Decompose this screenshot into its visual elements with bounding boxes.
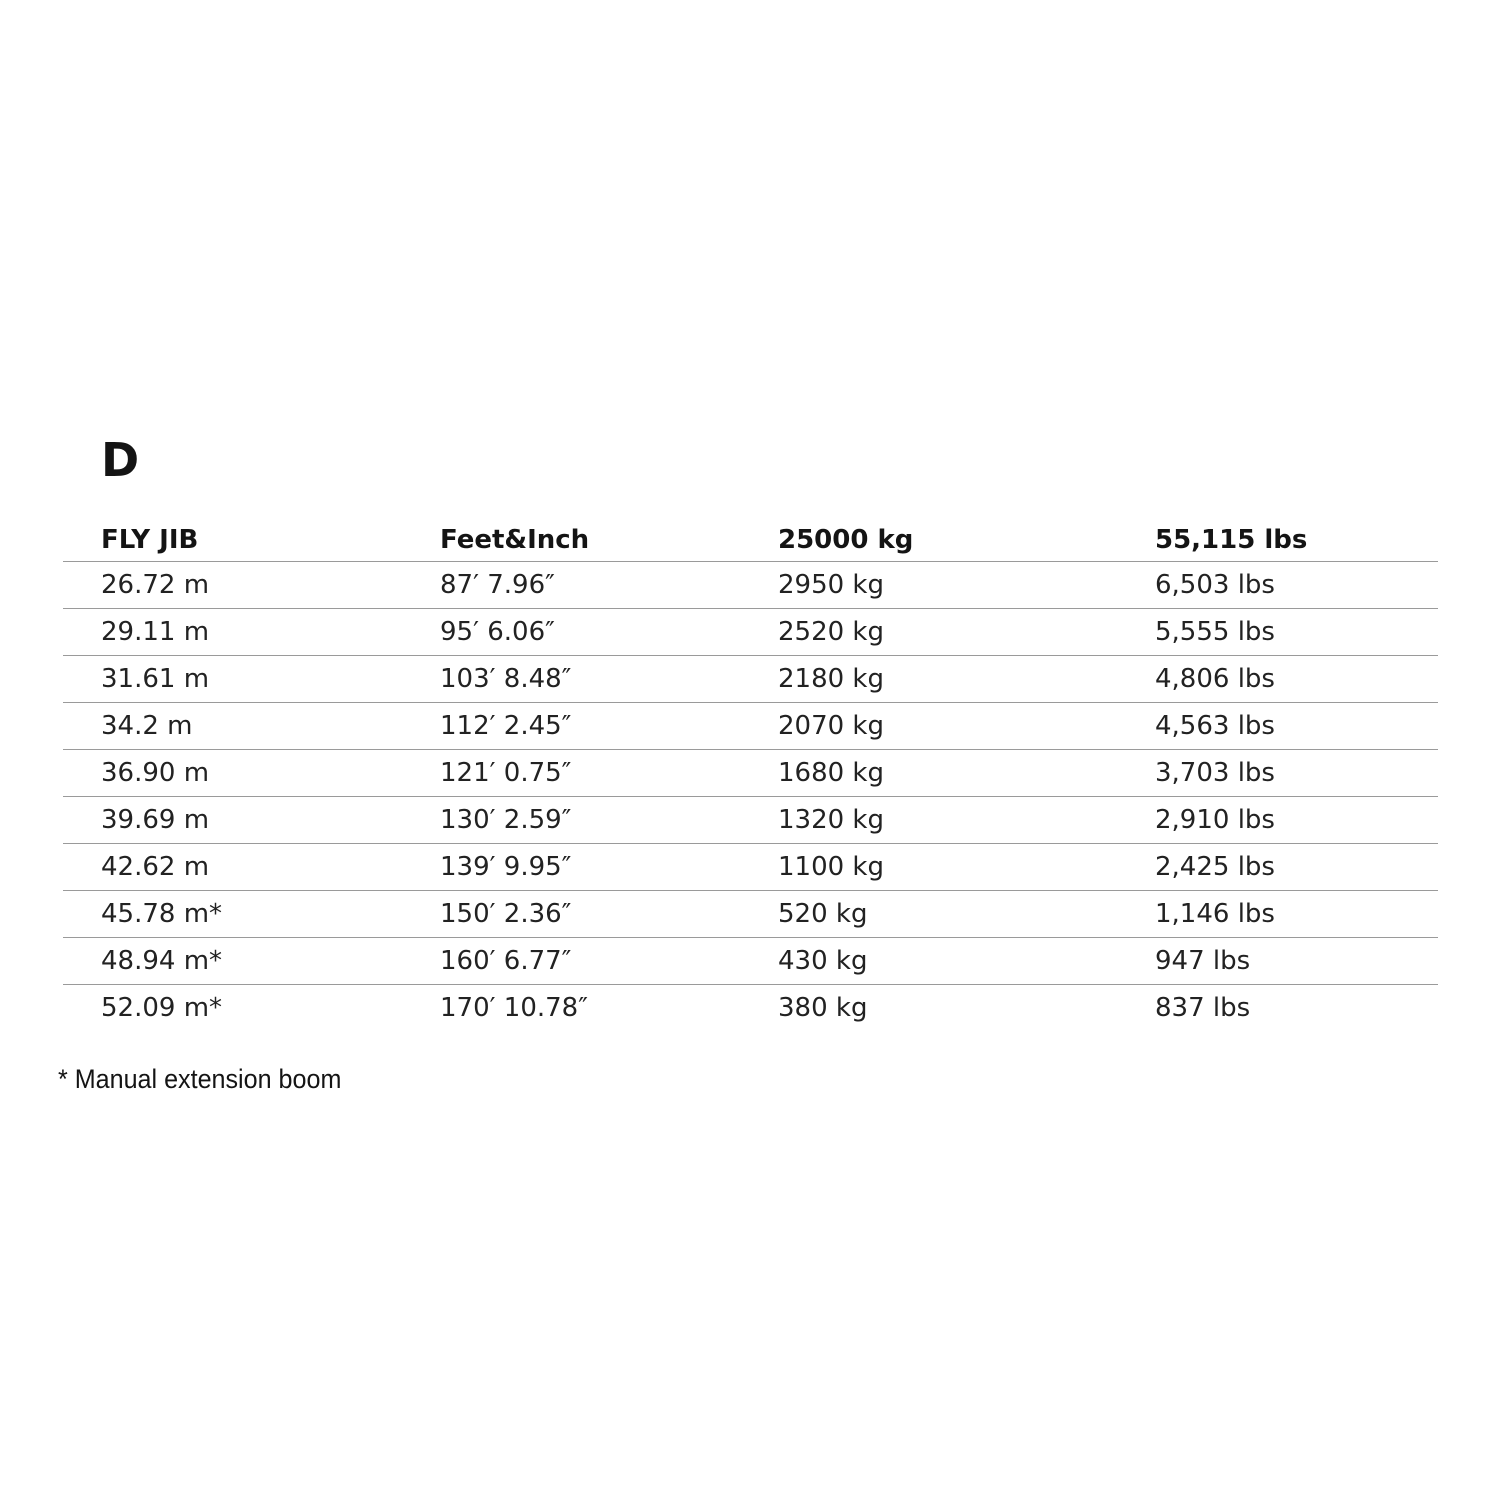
cell-load-lbs: 4,563 lbs	[1155, 703, 1438, 750]
cell-length-ft-in: 87′ 7.96″	[440, 562, 778, 609]
cell-length-ft-in: 95′ 6.06″	[440, 609, 778, 656]
cell-length-m: 52.09 m*	[101, 993, 223, 1023]
header-lbs: 55,115 lbs	[1155, 508, 1438, 562]
cell-load-kg: 2520 kg	[778, 609, 1155, 656]
cell-length-ft-in: 103′ 8.48″	[440, 656, 778, 703]
cell-load-kg: 430 kg	[778, 938, 1155, 985]
cell-load-lbs: 837 lbs	[1155, 993, 1251, 1023]
cell-load-kg: 2180 kg	[778, 656, 1155, 703]
cell-length-m: 31.61 m	[63, 656, 440, 703]
header-kg: 25000 kg	[778, 508, 1155, 562]
cell-length-m: 36.90 m	[63, 750, 440, 797]
cell-load-lbs: 947 lbs	[1155, 938, 1438, 985]
cell-load-kg: 1100 kg	[778, 844, 1155, 891]
cell-load-lbs: 6,503 lbs	[1155, 562, 1438, 609]
table-row	[63, 609, 1438, 656]
table-row	[63, 938, 1438, 985]
cell-load-kg: 2070 kg	[778, 703, 1155, 750]
cell-length-ft-in: 150′ 2.36″	[440, 891, 778, 938]
cell-length-m: 45.78 m*	[63, 891, 440, 938]
table-row	[63, 750, 1438, 797]
table-row	[63, 985, 1438, 1032]
table-row	[63, 703, 1438, 750]
cell-load-lbs: 3,703 lbs	[1155, 750, 1438, 797]
cell-length-ft-in: 121′ 0.75″	[440, 750, 778, 797]
cell-length-m: 26.72 m	[63, 562, 440, 609]
cell-length-m: 39.69 m	[63, 797, 440, 844]
cell-load-kg: 1320 kg	[778, 797, 1155, 844]
cell-load-lbs: 4,806 lbs	[1155, 656, 1438, 703]
table-row	[63, 562, 1438, 609]
cell-load-kg: 380 kg	[778, 993, 868, 1023]
cell-length-ft-in: 139′ 9.95″	[440, 844, 778, 891]
cell-load-lbs: 2,425 lbs	[1155, 844, 1438, 891]
table-header-row	[63, 508, 1438, 562]
cell-load-kg: 1680 kg	[778, 750, 1155, 797]
footnote: * Manual extension boom	[58, 1064, 342, 1094]
cell-load-kg: 2950 kg	[778, 562, 1155, 609]
cell-load-kg: 520 kg	[778, 891, 1155, 938]
cell-length-m: 48.94 m*	[63, 938, 440, 985]
load-chart-table	[63, 508, 1438, 1031]
table-row	[63, 891, 1438, 938]
cell-length-m: 29.11 m	[63, 609, 440, 656]
cell-length-m: 42.62 m	[63, 844, 440, 891]
table-row	[63, 797, 1438, 844]
cell-length-ft-in: 130′ 2.59″	[440, 797, 778, 844]
table-row	[63, 844, 1438, 891]
table-body	[63, 562, 1438, 1032]
cell-load-lbs: 2,910 lbs	[1155, 797, 1438, 844]
header-feet-inch: Feet&Inch	[440, 508, 778, 562]
cell-length-ft-in: 160′ 6.77″	[440, 938, 778, 985]
header-fly-jib: FLY JIB	[63, 508, 440, 562]
cell-load-lbs: 1,146 lbs	[1155, 891, 1438, 938]
cell-load-lbs: 5,555 lbs	[1155, 609, 1438, 656]
cell-length-ft-in: 170′ 10.78″	[440, 993, 588, 1023]
section-letter: D	[101, 433, 140, 487]
table-row	[63, 656, 1438, 703]
cell-length-ft-in: 112′ 2.45″	[440, 703, 778, 750]
cell-length-m: 34.2 m	[63, 703, 440, 750]
